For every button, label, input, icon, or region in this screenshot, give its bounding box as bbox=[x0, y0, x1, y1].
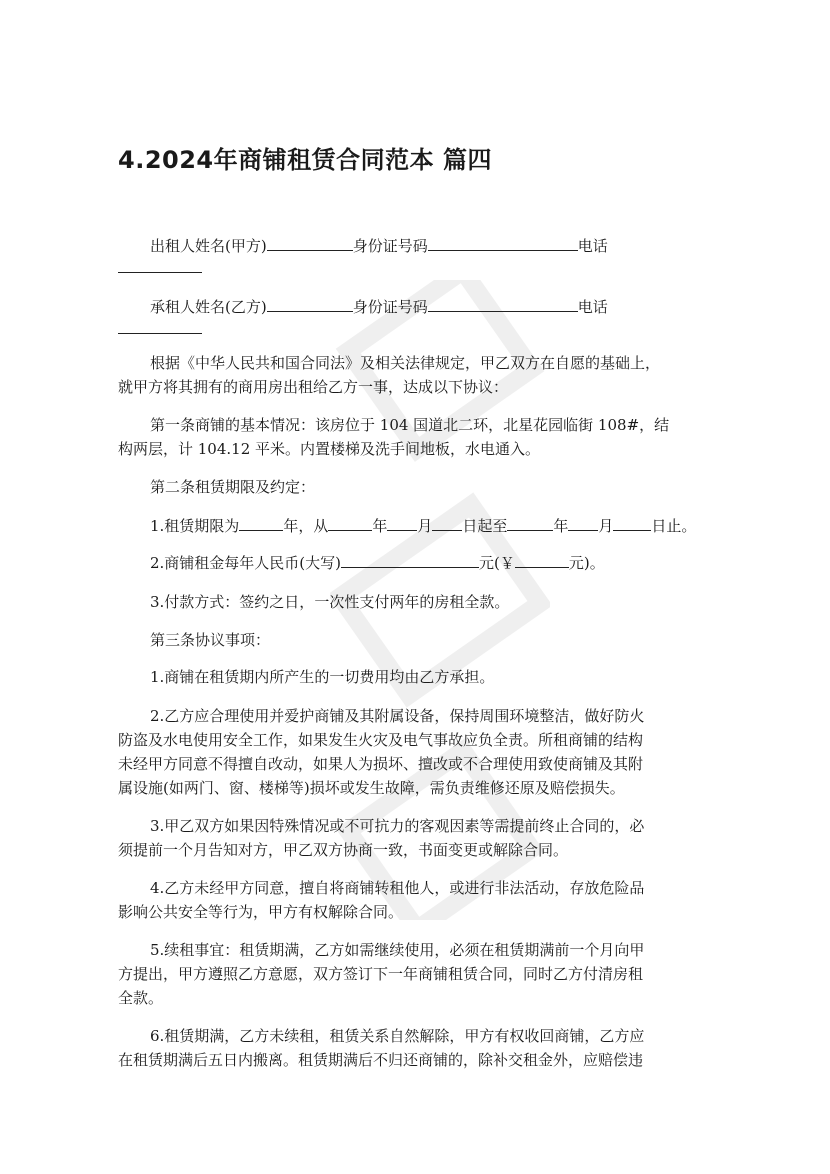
party-b-name-blank[interactable] bbox=[267, 295, 353, 312]
term-end: 日止。 bbox=[651, 517, 697, 535]
party-b-label: 承租人姓名(乙方) bbox=[150, 298, 267, 316]
document-title: 4.2024年商铺租赁合同范本 篇四 bbox=[118, 146, 492, 174]
article-1-line: 构两层，计 104.12 平米。内置楼梯及洗手间地板，水电通入。 bbox=[118, 440, 541, 458]
party-a-line bbox=[150, 234, 608, 256]
term-years-blank[interactable] bbox=[239, 514, 283, 531]
start-month-blank[interactable] bbox=[387, 514, 417, 531]
start-year-blank[interactable] bbox=[328, 514, 372, 531]
term-start: 日起至 bbox=[462, 517, 508, 535]
party-b-phone-line bbox=[118, 317, 202, 339]
party-a-phone-label: 电话 bbox=[577, 237, 608, 255]
item-5-line: 方提出，甲方遵照乙方意愿，双方签订下一年商铺租赁合同，同时乙方付清房租 bbox=[118, 965, 644, 983]
rent-suffix: 元)。 bbox=[568, 554, 605, 572]
item-2-line: 2.乙方应合理使用并爱护商铺及其附属设备，保持周围环境整洁，做好防火 bbox=[150, 707, 645, 725]
article-1-line: 第一条商铺的基本情况：该房位于 104 国道北二环，北星花园临街 108#，结 bbox=[150, 416, 670, 434]
party-a-label: 出租人姓名(甲方) bbox=[150, 237, 267, 255]
article-2-title: 第二条租赁期限及约定： bbox=[150, 478, 316, 496]
term-year-text: 年，从 bbox=[283, 517, 329, 535]
term-m: 月 bbox=[417, 517, 433, 535]
party-a-id-blank[interactable] bbox=[428, 234, 578, 251]
item-2-line: 防盗及水电使用安全工作，如果发生火灾及电气事故应负全责。所租商铺的结构 bbox=[118, 731, 644, 749]
item-4-line: 4.乙方未经甲方同意，擅自将商铺转租他人，或进行非法活动，存放危险品 bbox=[150, 879, 645, 897]
article-3-title: 第三条协议事项： bbox=[150, 631, 271, 649]
party-b-id-label: 身份证号码 bbox=[352, 298, 428, 316]
rent-unit: 元(￥ bbox=[479, 554, 515, 572]
rent-amount-blank[interactable] bbox=[515, 551, 569, 568]
party-a-phone-blank[interactable] bbox=[118, 256, 202, 273]
party-b-line bbox=[150, 295, 608, 317]
term-m2: 月 bbox=[598, 517, 614, 535]
term-y2: 年 bbox=[553, 517, 569, 535]
item-3-line: 须提前一个月告知对方，甲乙双方协商一致，书面变更或解除合同。 bbox=[118, 841, 569, 859]
rent-line bbox=[150, 551, 605, 573]
party-a-id-label: 身份证号码 bbox=[352, 237, 428, 255]
item-2-line: 未经甲方同意不得擅自改动，如果人为损坏、擅改或不合理使用致使商铺及其附 bbox=[118, 755, 644, 773]
end-day-blank[interactable] bbox=[613, 514, 651, 531]
intro-line: 就甲方将其拥有的商用房出租给乙方一事，达成以下协议： bbox=[118, 378, 509, 396]
item-6-line: 6.租赁期满，乙方未续租，租赁关系自然解除，甲方有权收回商铺，乙方应 bbox=[150, 1027, 645, 1045]
item-1-line: 1.商铺在租赁期内所产生的一切费用均由乙方承担。 bbox=[150, 668, 495, 686]
item-5-line: 5.续租事宜：租赁期满，乙方如需继续使用，必须在租赁期满前一个月向甲 bbox=[150, 941, 645, 959]
payment-line: 3.付款方式：签约之日，一次性支付两年的房租全款。 bbox=[150, 593, 510, 611]
party-a-name-blank[interactable] bbox=[267, 234, 353, 251]
item-5-line: 全款。 bbox=[118, 989, 164, 1007]
item-2-line: 属设施(如两门、窗、楼梯等)损坏或发生故障，需负责维修还原及赔偿损失。 bbox=[118, 779, 625, 797]
intro-line: 根据《中华人民共和国合同法》及相关法律规定，甲乙双方在自愿的基础上， bbox=[150, 354, 661, 372]
end-year-blank[interactable] bbox=[507, 514, 553, 531]
item-3-line: 3.甲乙双方如果因特殊情况或不可抗力的客观因素等需提前终止合同的，必 bbox=[150, 817, 645, 835]
start-day-blank[interactable] bbox=[432, 514, 462, 531]
party-b-phone-blank[interactable] bbox=[118, 317, 202, 334]
party-b-id-blank[interactable] bbox=[428, 295, 578, 312]
end-month-blank[interactable] bbox=[568, 514, 598, 531]
term-y: 年 bbox=[372, 517, 388, 535]
term-prefix: 1.租赁期限为 bbox=[150, 517, 240, 535]
item-4-line: 影响公共安全等行为，甲方有权解除合同。 bbox=[118, 903, 404, 921]
rent-prefix: 2.商铺租金每年人民币(大写) bbox=[150, 554, 342, 572]
rent-words-blank[interactable] bbox=[341, 551, 479, 568]
term-line bbox=[150, 514, 696, 536]
item-6-line: 在租赁期满后五日内搬离。租赁期满后不归还商铺的，除补交租金外，应赔偿违 bbox=[118, 1051, 644, 1069]
party-a-phone-line bbox=[118, 256, 202, 278]
party-b-phone-label: 电话 bbox=[577, 298, 608, 316]
